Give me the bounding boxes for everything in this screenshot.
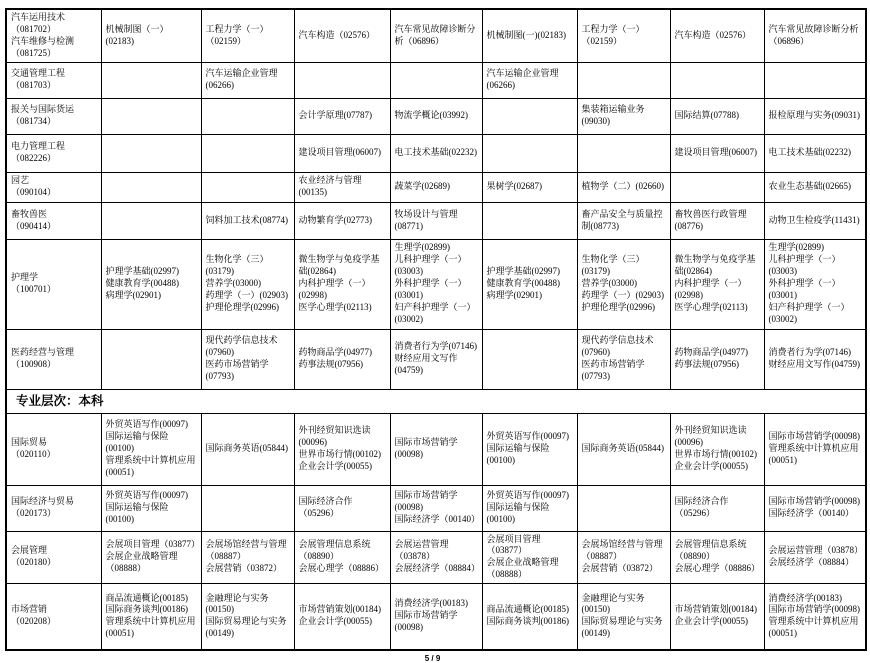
course-cell: 牧场设计与管理(08771) <box>390 202 482 239</box>
course-cell <box>482 98 577 134</box>
course-cell: 消费经济学(00183) 国际市场营销学(00098) <box>390 584 482 650</box>
course-cell: 会计学原理(07787) <box>294 98 390 134</box>
exam-schedule-page <box>0 8 870 661</box>
course-cell: 消费者行为学(07146) 财经应用文写作(04759) <box>764 329 866 389</box>
major-cell: 国际经济与贸易 （020173） <box>6 485 101 531</box>
course-cell: 国际市场营销学(00098) 管理系统中计算机应用(00051) <box>764 413 866 485</box>
course-cell: 国际商务英语(05844) <box>577 413 670 485</box>
course-cell: 生理学(02899) 儿科护理学（一）(03003) 外科护理学（一）(03001) 妇产科护理学（一）(03002) <box>764 239 866 329</box>
course-cell: 会展项目管理（03877） 会展企业战略管理（08888） <box>482 531 577 584</box>
table-row <box>6 202 866 239</box>
course-cell: 外刊经贸知识选读(00096) 世界市场行情(00102) 企业会计学(00055) <box>670 413 764 485</box>
course-cell: 电工技术基础(02232) <box>764 134 866 172</box>
course-cell: 微生物学与免疫学基础(02864) 内科护理学（一）(02998) 医学心理学(02113) <box>294 239 390 329</box>
course-cell <box>670 62 764 98</box>
course-cell: 果树学(02687) <box>482 172 577 202</box>
course-cell: 汽车运输企业管理(06266) <box>482 62 577 98</box>
course-cell <box>482 202 577 239</box>
course-cell <box>101 172 201 202</box>
major-cell: 国际贸易 （020110） <box>6 413 101 485</box>
course-cell: 国际经济合作（05296） <box>670 485 764 531</box>
course-cell <box>390 62 482 98</box>
course-cell <box>201 98 294 134</box>
course-cell: 汽车常见故障诊断分析（06896） <box>390 9 482 62</box>
course-cell: 农业生态基础(02665) <box>764 172 866 202</box>
course-cell: 国际结算(07788) <box>670 98 764 134</box>
course-cell: 生物化学（三）(03179) 营养学(03000) 药理学（一）(02903) 护理伦理学(02996) <box>201 239 294 329</box>
course-cell: 外贸英语写作(00097) 国际运输与保险(00100) <box>101 485 201 531</box>
course-cell: 生物化学（三）(03179) 营养学(03000) 药理学（一）(02903) 护理伦理学(02996) <box>577 239 670 329</box>
course-cell <box>101 98 201 134</box>
course-cell <box>577 62 670 98</box>
course-cell: 汽车构造（02576） <box>294 9 390 62</box>
course-cell: 农业经济与管理(00135) <box>294 172 390 202</box>
major-cell: 护理学 （100701） <box>6 239 101 329</box>
course-cell <box>201 172 294 202</box>
course-cell: 汽车构造（02576） <box>670 9 764 62</box>
course-cell <box>201 485 294 531</box>
course-cell: 护理学基础(02997) 健康教育学(00488) 病理学(02901) <box>482 239 577 329</box>
course-cell <box>482 134 577 172</box>
table-row <box>6 485 866 531</box>
course-cell <box>101 329 201 389</box>
course-cell: 工程力学（一）（02159） <box>201 9 294 62</box>
course-cell <box>201 134 294 172</box>
course-cell <box>577 134 670 172</box>
course-cell: 机械制图（一）(02183) <box>101 9 201 62</box>
course-cell <box>101 202 201 239</box>
course-cell: 会展项目管理（03877） 会展企业战略管理（08888） <box>101 531 201 584</box>
course-cell: 会展管理信息系统（08890） 会展心理学（08886） <box>670 531 764 584</box>
section-header: 专业层次：本科 <box>6 389 866 413</box>
course-cell: 畜产品安全与质量控制(08773) <box>577 202 670 239</box>
course-cell: 国际商务英语(05844) <box>201 413 294 485</box>
course-cell: 国际经济合作（05296） <box>294 485 390 531</box>
major-cell: 园艺 （090104） <box>6 172 101 202</box>
course-cell: 动物繁育学(02773) <box>294 202 390 239</box>
major-cell: 畜牧兽医 （090414） <box>6 202 101 239</box>
course-cell <box>101 134 201 172</box>
course-cell: 商品流通概论(00185) 国际商务谈判(00186) <box>482 584 577 650</box>
course-cell: 药物商品学(04977) 药事法规(07956) <box>294 329 390 389</box>
major-cell: 电力管理工程 （082226） <box>6 134 101 172</box>
course-cell: 生理学(02899) 儿科护理学（一）(03003) 外科护理学（一）(03001) 妇产科护理学（一）(03002) <box>390 239 482 329</box>
page-number: 5 / 9 <box>424 653 441 663</box>
table-row <box>6 239 866 329</box>
table-row <box>6 172 866 202</box>
table-row <box>6 98 866 134</box>
major-cell: 报关与国际货运 （081734） <box>6 98 101 134</box>
course-cell: 护理学基础(02997) 健康教育学(00488) 病理学(02901) <box>101 239 201 329</box>
course-cell: 汽车运输企业管理(06266) <box>201 62 294 98</box>
major-cell: 市场营销 （020208） <box>6 584 101 650</box>
course-cell: 国际市场营销学(00098) 国际经济学（00140） <box>764 485 866 531</box>
course-cell: 会展运营管理（03878） 会展经济学（08884） <box>390 531 482 584</box>
major-cell: 汽车运用技术 （081702） 汽车维修与检测 （081725） <box>6 9 101 62</box>
major-cell: 医药经营与管理 （100908） <box>6 329 101 389</box>
course-cell: 现代药学信息技术(07960) 医药市场营销学(07793) <box>577 329 670 389</box>
table-row <box>6 134 866 172</box>
exam-schedule-table <box>5 8 867 651</box>
course-cell: 畜牧兽医行政管理(08776) <box>670 202 764 239</box>
course-cell: 建设项目管理(06007) <box>294 134 390 172</box>
course-cell: 微生物学与免疫学基础(02864) 内科护理学（一）(02998) 医学心理学(02113) <box>670 239 764 329</box>
course-cell <box>101 62 201 98</box>
course-cell: 商品流通概论(00185) 国际商务谈判(00186) 管理系统中计算机应用(00051) <box>101 584 201 650</box>
table-row <box>6 584 866 650</box>
table-row <box>6 531 866 584</box>
course-cell: 会展运营管理（03878） 会展经济学（08884） <box>764 531 866 584</box>
course-cell: 建设项目管理(06007) <box>670 134 764 172</box>
course-cell: 现代药学信息技术(07960) 医药市场营销学(07793) <box>201 329 294 389</box>
course-cell: 工程力学（一）（02159） <box>577 9 670 62</box>
course-cell: 饲料加工技术(08774) <box>201 202 294 239</box>
course-cell: 动物卫生检疫学(11431) <box>764 202 866 239</box>
course-cell <box>577 485 670 531</box>
course-cell <box>482 329 577 389</box>
table-row <box>6 9 866 62</box>
course-cell: 报检原理与实务(09031) <box>764 98 866 134</box>
course-cell: 汽车常见故障诊断分析（06896） <box>764 9 866 62</box>
major-cell: 会展管理 （020180） <box>6 531 101 584</box>
table-row <box>6 62 866 98</box>
course-cell: 外贸英语写作(00097) 国际运输与保险(00100) <box>482 413 577 485</box>
course-cell: 会展场馆经营与管理（08887） 会展营销（03872） <box>577 531 670 584</box>
course-cell: 消费者行为学(07146) 财经应用文写作(04759) <box>390 329 482 389</box>
table-row <box>6 329 866 389</box>
course-cell <box>670 172 764 202</box>
course-cell <box>294 62 390 98</box>
course-cell: 会展管理信息系统（08890） 会展心理学（08886） <box>294 531 390 584</box>
table-row <box>6 413 866 485</box>
course-cell: 国际市场营销学(00098) 国际经济学（00140） <box>390 485 482 531</box>
course-cell: 市场营销策划(00184) 企业会计学(00055) <box>294 584 390 650</box>
course-cell: 机械制图(一)(02183) <box>482 9 577 62</box>
course-cell: 金融理论与实务(00150) 国际贸易理论与实务(00149) <box>201 584 294 650</box>
course-cell: 外贸英语写作(00097) 国际运输与保险(00100) 管理系统中计算机应用(00051) <box>101 413 201 485</box>
course-cell: 外刊经贸知识选读(00096) 世界市场行情(00102) 企业会计学(00055) <box>294 413 390 485</box>
course-cell: 蔬菜学(02689) <box>390 172 482 202</box>
course-cell: 电工技术基础(02232) <box>390 134 482 172</box>
course-cell: 集装箱运输业务(09030) <box>577 98 670 134</box>
major-cell: 交通管理工程 （081703） <box>6 62 101 98</box>
course-cell: 金融理论与实务(00150) 国际贸易理论与实务(00149) <box>577 584 670 650</box>
course-cell: 消费经济学(00183) 国际市场营销学(00098) 管理系统中计算机应用(00051) <box>764 584 866 650</box>
course-cell: 国际市场营销学(00098) <box>390 413 482 485</box>
course-cell: 外贸英语写作(00097) 国际运输与保险(00100) <box>482 485 577 531</box>
course-cell: 市场营销策划(00184) 企业会计学(00055) <box>670 584 764 650</box>
course-cell: 会展场馆经营与管理（08887） 会展营销（03872） <box>201 531 294 584</box>
course-cell: 物流学概论(03992) <box>390 98 482 134</box>
course-cell: 植物学（二）(02660) <box>577 172 670 202</box>
course-cell: 药物商品学(04977) 药事法规(07956) <box>670 329 764 389</box>
course-cell <box>764 62 866 98</box>
